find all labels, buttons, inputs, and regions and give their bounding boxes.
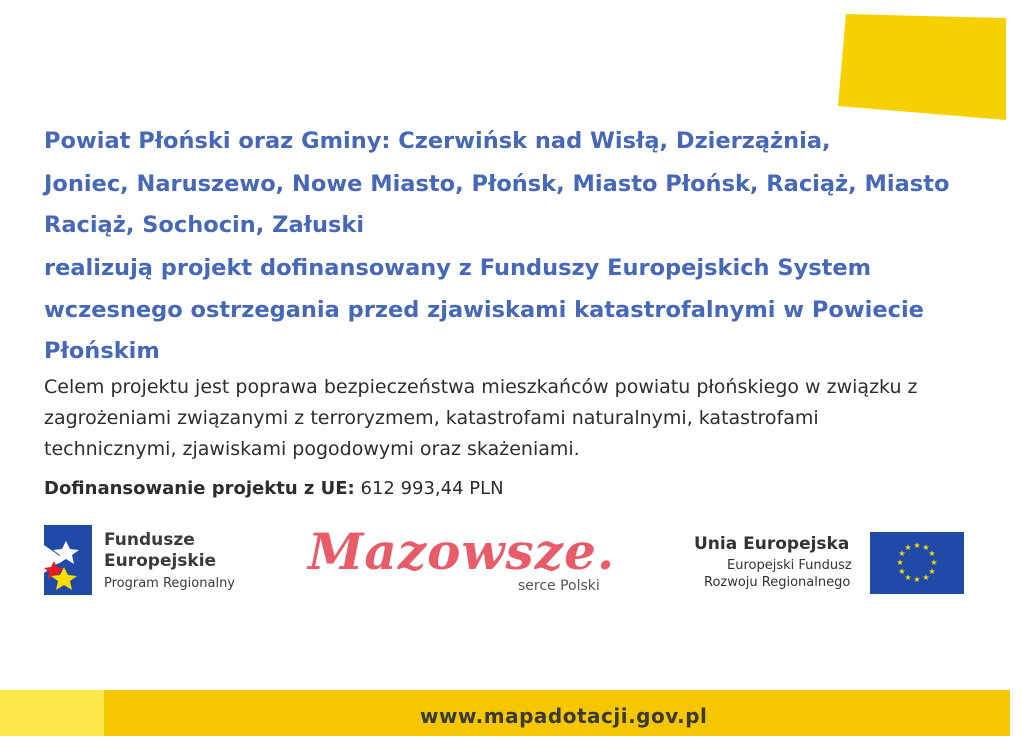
svg-text:★: ★ (930, 558, 938, 567)
svg-text:★: ★ (922, 573, 930, 582)
ue-line-2: Rozwoju Regionalnego (704, 575, 851, 590)
fe-line-2: Europejskie (104, 551, 217, 571)
yellow-corner-shape (838, 10, 1010, 122)
footer-url: www.mapadotacji.gov.pl (420, 704, 708, 728)
ue-line-1: Europejski Fundusz (727, 558, 852, 573)
svg-text:★: ★ (904, 543, 912, 552)
eu-flag-icon (870, 532, 964, 594)
svg-text:★: ★ (904, 573, 912, 582)
title-line-5: wczesnego ostrzegania przed zjawiskami katastrofalnymi w Powiecie (44, 297, 924, 323)
title-line-3: Raciąż, Sochocin, Załuski (44, 212, 365, 238)
svg-text:★: ★ (928, 549, 936, 558)
svg-text:★: ★ (913, 541, 921, 550)
funding-label: Dofinansowanie projektu z UE: (44, 478, 355, 499)
fe-line-3: Program Regionalny (104, 576, 235, 591)
body-line-3: technicznymi, zjawiskami pogodowymi oraz skażeniami. (44, 438, 580, 460)
svg-text:★: ★ (898, 567, 906, 576)
title-line-4: realizują projekt dofinansowany z Funduszy Europejskich System (44, 255, 872, 281)
footer-bar-accent (0, 690, 104, 736)
body-line-1: Celem projektu jest poprawa bezpieczeństwa mieszkańców powiatu płońskiego w związku z (44, 376, 918, 398)
svg-text:★: ★ (922, 543, 930, 552)
svg-text:★: ★ (898, 549, 906, 558)
funding-line (44, 478, 504, 499)
mazowsze-subtitle: serce Polski (518, 578, 600, 594)
title-line-1: Powiat Płoński oraz Gminy: Czerwińsk nad Wisłą, Dzierzążnia, (44, 128, 831, 154)
fundusze-europejskie-logo-icon (44, 525, 94, 595)
svg-text:★: ★ (928, 567, 936, 576)
ue-title: Unia Europejska (694, 534, 850, 554)
body-line-2: zagrożeniami związanymi z terroryzmem, katastrofami naturalnymi, katastrofami (44, 407, 819, 429)
title-line-2: Joniec, Naruszewo, Nowe Miasto, Płońsk, Miasto Płońsk, Raciąż, Miasto (44, 171, 950, 197)
mazowsze-logo: Mazowsze. (308, 522, 616, 581)
svg-text:★: ★ (896, 558, 904, 567)
title-line-6: Płońskim (44, 338, 160, 364)
svg-text:★: ★ (913, 575, 921, 584)
fe-line-1: Fundusze (104, 530, 195, 550)
funding-value: 612 993,44 PLN (360, 478, 504, 499)
